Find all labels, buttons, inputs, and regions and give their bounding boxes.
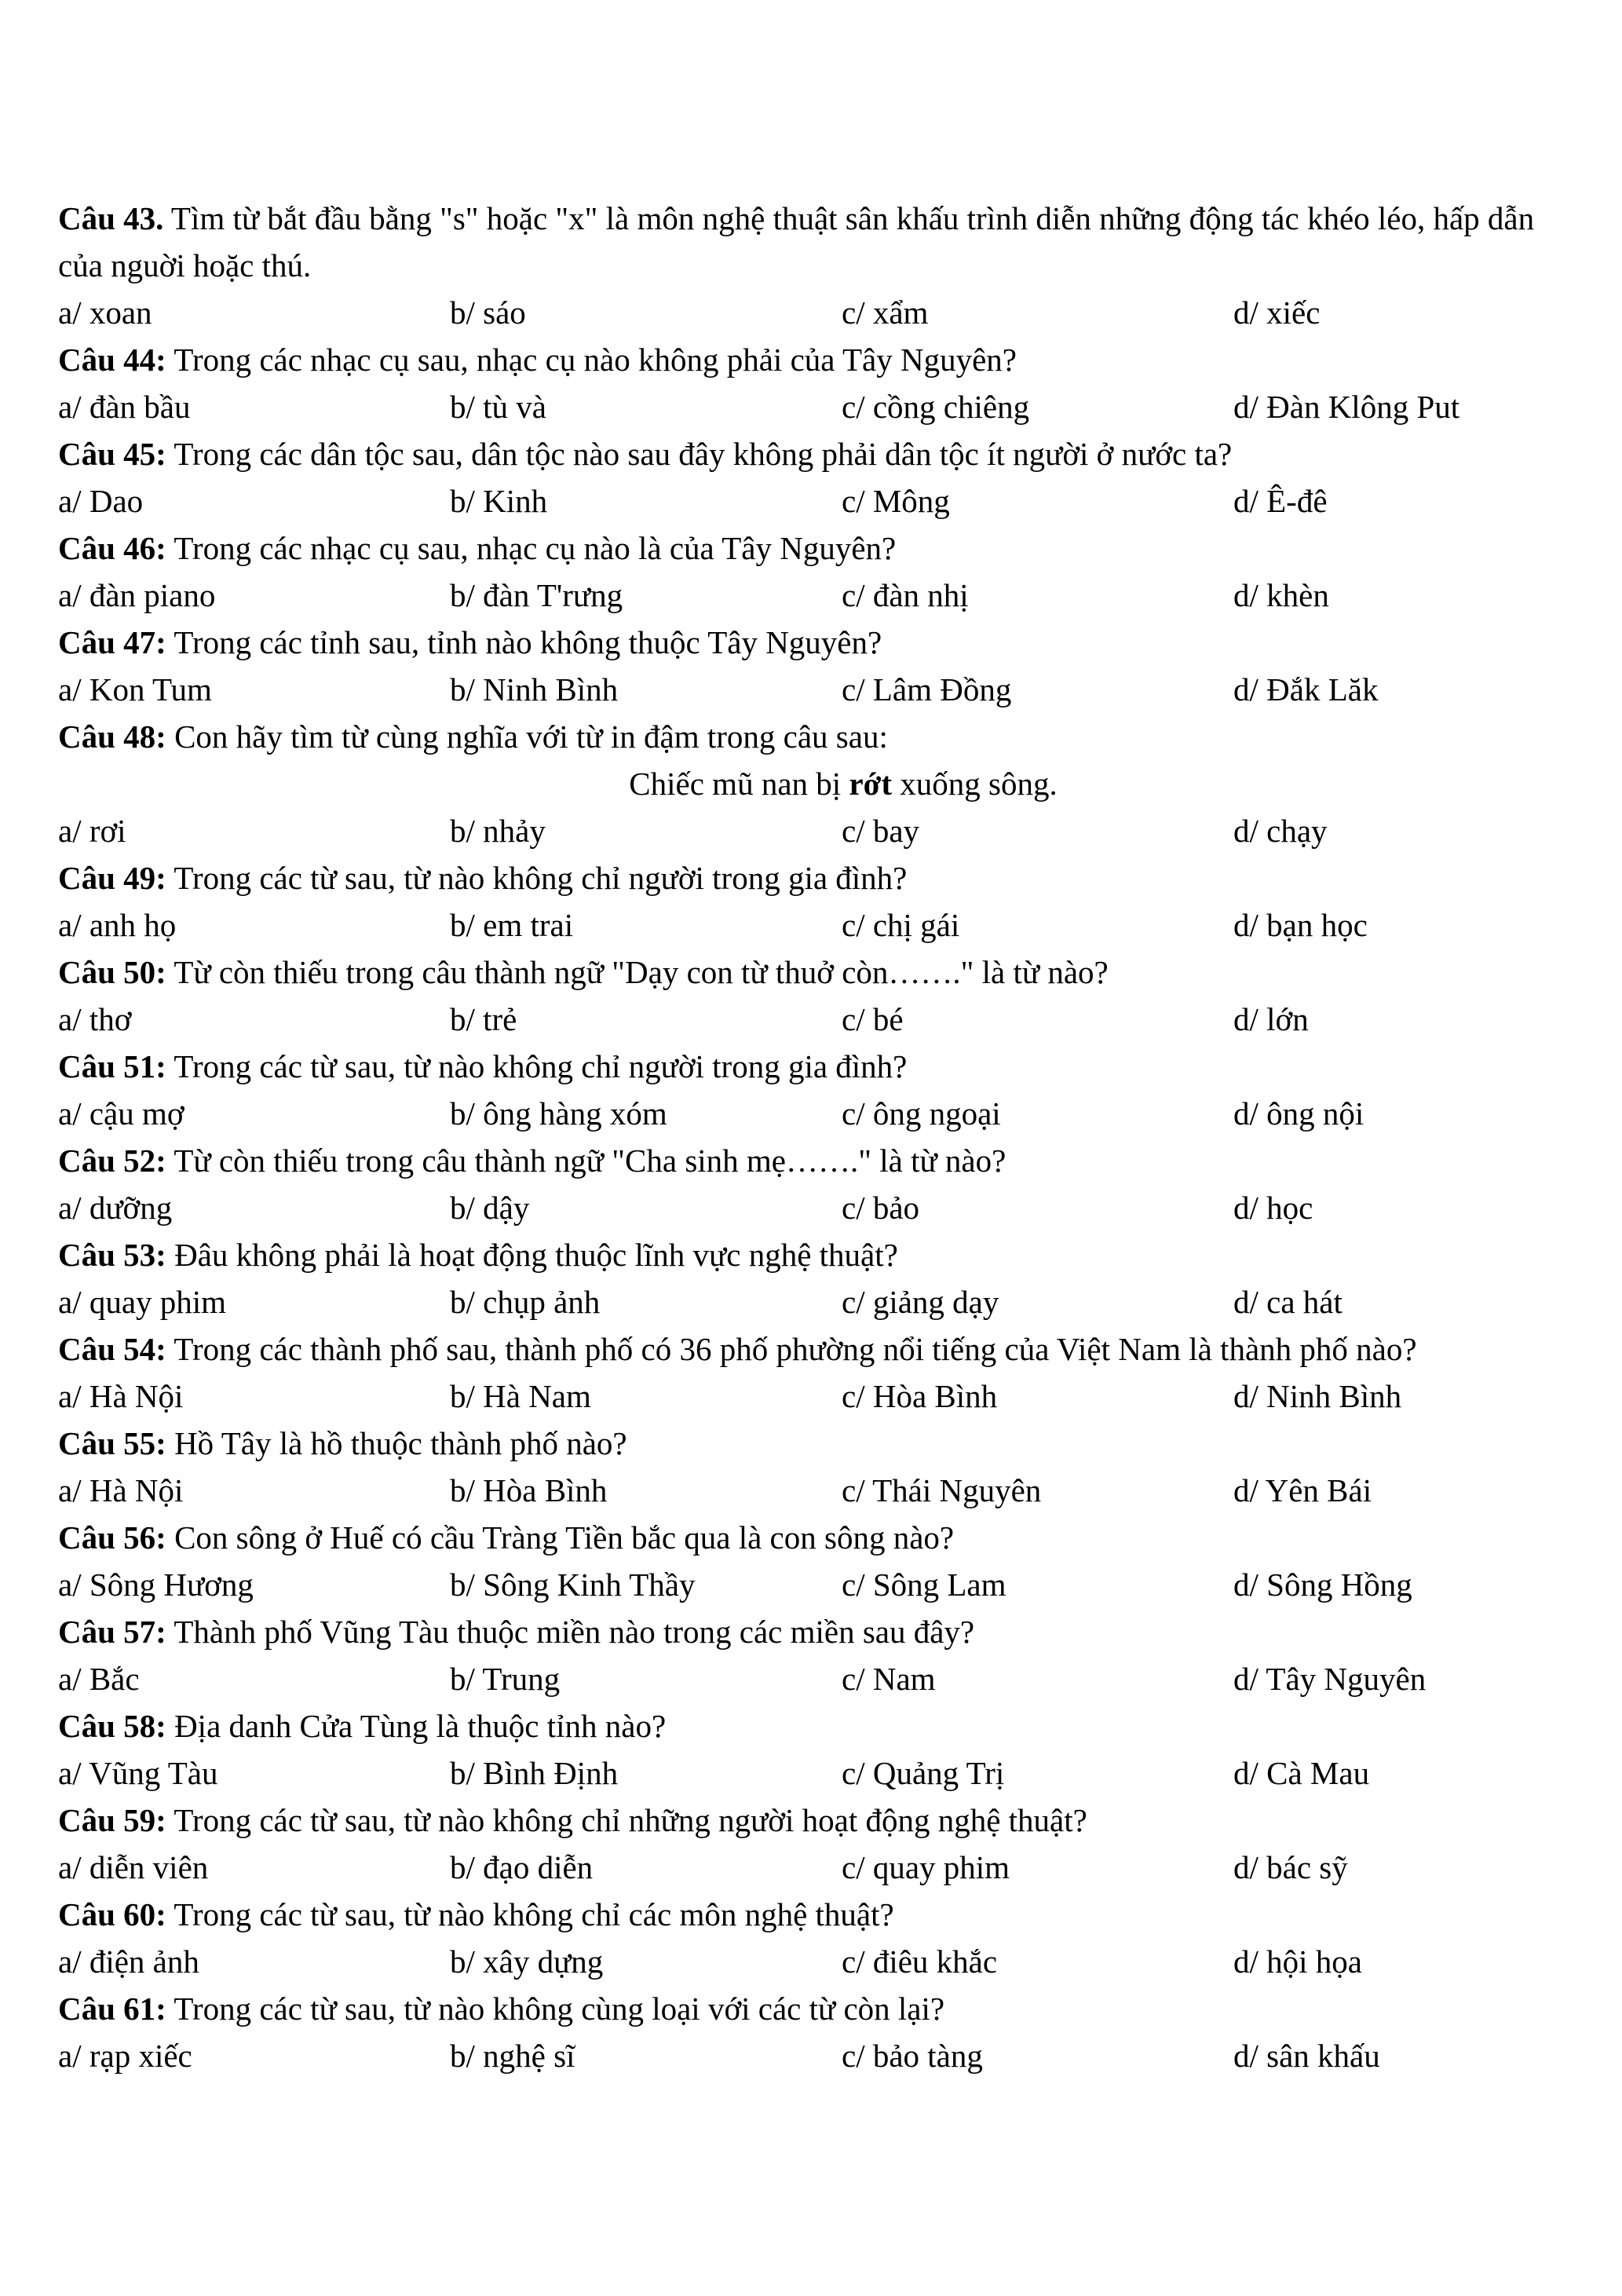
answer-option-c: c/ Lâm Đồng	[842, 671, 1012, 707]
answer-option-a: a/ quay phim	[58, 1284, 227, 1320]
answer-options	[58, 1090, 1581, 1137]
question-prompt: Trong các thành phố sau, thành phố có 36 phố phường nổi tiếng của Việt Nam là thành phố nào?	[166, 1331, 1417, 1367]
answer-options	[58, 1278, 1581, 1325]
answer-option-d: d/ chạy	[1233, 813, 1328, 849]
answer-option-b: b/ Kinh	[450, 483, 548, 519]
question-text	[58, 854, 1581, 901]
question-prompt: Con hãy tìm từ cùng nghĩa với từ in đậm trong câu sau:	[166, 718, 888, 755]
answer-option-a: a/ Hà Nội	[58, 1378, 184, 1414]
question-number: Câu 51:	[58, 1048, 166, 1084]
question-prompt: Trong các từ sau, từ nào không cùng loại với các từ còn lại?	[166, 1991, 945, 2027]
answer-options	[58, 2032, 1581, 2079]
answer-option-b: b/ nghệ sĩ	[450, 2038, 575, 2074]
answer-option-a: a/ dưỡng	[58, 1190, 173, 1226]
answer-option-b: b/ đạo diễn	[450, 1849, 594, 1885]
answer-options	[58, 1938, 1581, 1985]
answer-options	[58, 1749, 1581, 1797]
answer-options	[58, 1184, 1581, 1231]
answer-option-a: a/ thơ	[58, 1001, 132, 1037]
answer-option-b: b/ đàn T'rưng	[450, 577, 623, 613]
answer-options	[58, 383, 1581, 430]
question-prompt: Trong các từ sau, từ nào không chỉ những người hoạt động nghệ thuật?	[166, 1802, 1087, 1838]
answer-option-d: d/ lớn	[1233, 1001, 1309, 1037]
answer-options	[58, 1373, 1581, 1420]
answer-option-a: a/ điện ảnh	[58, 1943, 199, 1980]
question-text	[58, 195, 1581, 289]
question-block	[58, 1043, 1581, 1137]
question-prompt: Trong các từ sau, từ nào không chỉ người trong gia đình?	[166, 1048, 908, 1084]
answer-options	[58, 901, 1581, 949]
answer-option-a: a/ Hà Nội	[58, 1472, 184, 1508]
answer-option-d: d/ ông nội	[1233, 1095, 1364, 1132]
question-text	[58, 1797, 1581, 1844]
answer-option-a: a/ Sông Hương	[58, 1567, 254, 1603]
answer-options	[58, 1467, 1581, 1514]
answer-option-c: c/ Mông	[842, 483, 950, 519]
question-text	[58, 1137, 1581, 1184]
question-text	[58, 1043, 1581, 1090]
question-text	[58, 1891, 1581, 1938]
question-prompt: Tìm từ bắt đầu bằng "s" hoặc "x" là môn nghệ thuật sân khấu trình diễn những động tác khéo léo, hấp dẫn của nguời hoặc thú.	[58, 200, 1535, 283]
answer-options	[58, 1844, 1581, 1891]
question-number: Câu 52:	[58, 1143, 166, 1179]
answer-option-b: b/ dậy	[450, 1190, 530, 1226]
answer-option-c: c/ Quảng Trị	[842, 1755, 1005, 1791]
answer-option-d: d/ Tây Nguyên	[1233, 1661, 1427, 1697]
question-prompt: Thành phố Vũng Tàu thuộc miền nào trong các miền sau đây?	[166, 1614, 975, 1650]
question-block	[58, 713, 1581, 854]
answer-option-a: a/ đàn bầu	[58, 389, 191, 425]
question-block	[58, 1231, 1581, 1325]
question-block	[58, 1514, 1581, 1608]
answer-option-b: b/ trẻ	[450, 1001, 517, 1037]
question-prompt: Từ còn thiếu trong câu thành ngữ "Dạy con từ thuở còn……." là từ nào?	[166, 954, 1109, 990]
answer-option-c: c/ giảng dạy	[842, 1284, 999, 1320]
answer-option-a: a/ Bắc	[58, 1661, 140, 1697]
question-prompt: Hồ Tây là hồ thuộc thành phố nào?	[166, 1425, 627, 1461]
answer-options	[58, 807, 1581, 854]
example-sentence	[58, 760, 1581, 807]
answer-option-c: c/ cồng chiêng	[842, 389, 1030, 425]
answer-option-d: d/ hội họa	[1233, 1943, 1362, 1980]
answer-option-d: d/ Ninh Bình	[1233, 1378, 1402, 1414]
answer-option-a: a/ Dao	[58, 483, 144, 519]
answer-option-b: b/ Trung	[450, 1661, 561, 1697]
question-prompt: Trong các nhạc cụ sau, nhạc cụ nào không phải của Tây Nguyên?	[166, 342, 1017, 378]
answer-option-d: d/ Đắk Lăk	[1233, 671, 1379, 707]
answer-option-d: d/ học	[1233, 1190, 1313, 1226]
question-block	[58, 1420, 1581, 1514]
question-number: Câu 61:	[58, 1991, 166, 2027]
question-prompt: Trong các dân tộc sau, dân tộc nào sau đây không phải dân tộc ít người ở nước ta?	[166, 436, 1233, 472]
answer-option-d: d/ ca hát	[1233, 1284, 1343, 1320]
question-text	[58, 713, 1581, 760]
answer-option-d: d/ Yên Bái	[1233, 1472, 1372, 1508]
question-block	[58, 336, 1581, 430]
answer-option-a: a/ cậu mợ	[58, 1095, 184, 1132]
answer-option-d: d/ Cà Mau	[1233, 1755, 1370, 1791]
question-number: Câu 47:	[58, 624, 166, 660]
question-block	[58, 1137, 1581, 1231]
answer-option-b: b/ tù và	[450, 389, 546, 425]
answer-options	[58, 477, 1581, 525]
question-number: Câu 53:	[58, 1237, 166, 1273]
answer-option-c: c/ ông ngoại	[842, 1095, 1001, 1132]
answer-option-a: a/ rơi	[58, 813, 126, 849]
question-number: Câu 59:	[58, 1802, 166, 1838]
answer-option-c: c/ bé	[842, 1001, 904, 1037]
question-text	[58, 1985, 1581, 2032]
answer-options	[58, 572, 1581, 619]
answer-option-b: b/ Sông Kinh Thầy	[450, 1567, 696, 1603]
question-prompt: Đâu không phải là hoạt động thuộc lĩnh vực nghệ thuật?	[166, 1237, 898, 1273]
question-block	[58, 1891, 1581, 1985]
question-number: Câu 43.	[58, 200, 164, 236]
answer-option-c: c/ Nam	[842, 1661, 936, 1697]
question-text	[58, 430, 1581, 477]
question-block	[58, 1985, 1581, 2079]
answer-options	[58, 289, 1581, 336]
question-block	[58, 525, 1581, 619]
question-prompt: Địa danh Cửa Tùng là thuộc tỉnh nào?	[166, 1708, 667, 1744]
answer-options	[58, 1561, 1581, 1608]
answer-options	[58, 996, 1581, 1043]
question-number: Câu 48:	[58, 718, 166, 755]
answer-option-a: a/ xoan	[58, 294, 152, 331]
answer-option-a: a/ anh họ	[58, 907, 177, 943]
question-prompt: Từ còn thiếu trong câu thành ngữ "Cha sinh mẹ……." là từ nào?	[166, 1143, 1006, 1179]
answer-option-c: c/ đàn nhị	[842, 577, 969, 613]
question-text	[58, 1231, 1581, 1278]
answer-option-d: d/ bác sỹ	[1233, 1849, 1348, 1885]
answer-option-c: c/ điêu khắc	[842, 1943, 998, 1980]
answer-option-d: d/ Ê-đê	[1233, 483, 1328, 519]
question-prompt: Trong các từ sau, từ nào không chỉ các môn nghệ thuật?	[166, 1896, 894, 1932]
answer-option-a: a/ rạp xiếc	[58, 2038, 192, 2074]
answer-option-d: d/ Sông Hồng	[1233, 1567, 1412, 1603]
answer-option-b: b/ Bình Định	[450, 1755, 619, 1791]
answer-option-b: b/ sáo	[450, 294, 526, 331]
answer-option-b: b/ chụp ảnh	[450, 1284, 601, 1320]
answer-option-d: d/ Đàn Klông Put	[1233, 389, 1460, 425]
question-block	[58, 195, 1581, 336]
question-number: Câu 50:	[58, 954, 166, 990]
answer-option-a: a/ Kon Tum	[58, 671, 212, 707]
question-block	[58, 1608, 1581, 1702]
answer-option-c: c/ bảo	[842, 1190, 920, 1226]
question-prompt: Trong các từ sau, từ nào không chỉ người trong gia đình?	[166, 860, 908, 896]
question-text	[58, 1608, 1581, 1655]
question-text	[58, 1702, 1581, 1749]
question-number: Câu 57:	[58, 1614, 166, 1650]
question-text	[58, 1514, 1581, 1561]
answer-options	[58, 666, 1581, 713]
question-text	[58, 949, 1581, 996]
answer-option-c: c/ xẩm	[842, 294, 929, 331]
question-block	[58, 1702, 1581, 1797]
answer-options	[58, 1655, 1581, 1702]
answer-option-c: c/ Hòa Bình	[842, 1378, 998, 1414]
question-prompt: Trong các nhạc cụ sau, nhạc cụ nào là của Tây Nguyên?	[166, 530, 897, 566]
question-text	[58, 1420, 1581, 1467]
question-number: Câu 58:	[58, 1708, 166, 1744]
answer-option-c: c/ Thái Nguyên	[842, 1472, 1042, 1508]
answer-option-b: b/ Hòa Bình	[450, 1472, 608, 1508]
answer-option-b: b/ Hà Nam	[450, 1378, 591, 1414]
answer-option-c: c/ quay phim	[842, 1849, 1010, 1885]
answer-option-c: c/ chị gái	[842, 907, 960, 943]
question-number: Câu 54:	[58, 1331, 166, 1367]
answer-option-b: b/ Ninh Bình	[450, 671, 619, 707]
question-block	[58, 854, 1581, 949]
question-block	[58, 1325, 1581, 1420]
answer-option-d: d/ xiếc	[1233, 294, 1321, 331]
question-text	[58, 1325, 1581, 1373]
question-block	[58, 1797, 1581, 1891]
question-number: Câu 44:	[58, 342, 166, 378]
question-number: Câu 45:	[58, 436, 166, 472]
answer-option-a: a/ đàn piano	[58, 577, 216, 613]
answer-option-a: a/ Vũng Tàu	[58, 1755, 218, 1791]
question-block	[58, 430, 1581, 525]
sentence-start: Chiếc mũ nan bị	[629, 766, 849, 802]
question-text	[58, 336, 1581, 383]
question-prompt: Con sông ở Huế có cầu Tràng Tiền bắc qua là con sông nào?	[166, 1519, 955, 1556]
answer-option-a: a/ diễn viên	[58, 1849, 209, 1885]
question-text	[58, 619, 1581, 666]
question-text	[58, 525, 1581, 572]
question-number: Câu 46:	[58, 530, 166, 566]
sentence-end: xuống sông.	[891, 766, 1058, 802]
answer-option-d: d/ bạn học	[1233, 907, 1368, 943]
question-block	[58, 619, 1581, 713]
question-block	[58, 949, 1581, 1043]
answer-option-c: c/ bay	[842, 813, 920, 849]
answer-option-b: b/ nhảy	[450, 813, 546, 849]
answer-option-c: c/ bảo tàng	[842, 2038, 983, 2074]
quiz-document	[58, 195, 1581, 2079]
question-number: Câu 55:	[58, 1425, 166, 1461]
bold-word: rớt	[849, 766, 892, 802]
answer-option-d: d/ khèn	[1233, 577, 1329, 613]
answer-option-d: d/ sân khấu	[1233, 2038, 1380, 2074]
question-number: Câu 60:	[58, 1896, 166, 1932]
question-prompt: Trong các tỉnh sau, tỉnh nào không thuộc Tây Nguyên?	[166, 624, 882, 660]
question-number: Câu 56:	[58, 1519, 166, 1556]
answer-option-b: b/ ông hàng xóm	[450, 1095, 667, 1132]
question-number: Câu 49:	[58, 860, 166, 896]
answer-option-b: b/ xây dựng	[450, 1943, 604, 1980]
answer-option-b: b/ em trai	[450, 907, 574, 943]
answer-option-c: c/ Sông Lam	[842, 1567, 1006, 1603]
